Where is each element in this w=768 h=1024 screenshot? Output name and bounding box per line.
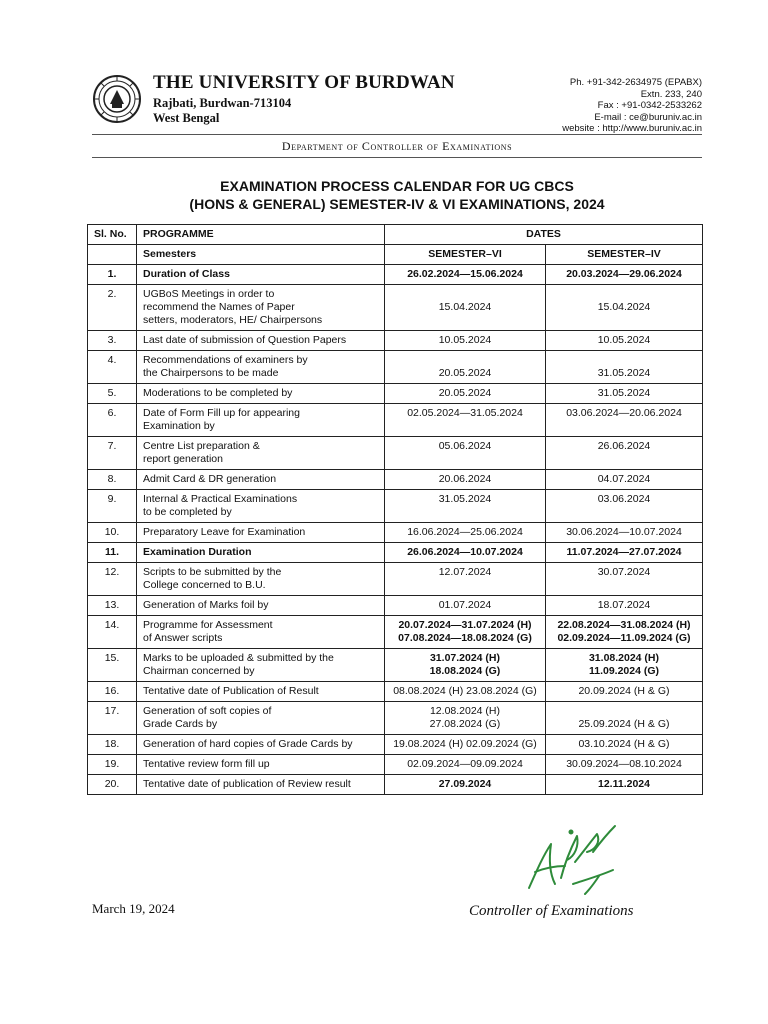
cell-programme-line: to be completed by (143, 506, 232, 518)
university-seal-icon (92, 74, 142, 124)
cell-semester-vi-line: 16.06.2024—25.06.2024 (407, 526, 523, 538)
cell-semester-iv (546, 702, 703, 735)
address-line-2: West Bengal (153, 111, 220, 125)
table-row (88, 470, 703, 490)
cell-programme-line: Moderations to be completed by (143, 387, 293, 399)
cell-semester-iv-line: 04.07.2024 (597, 473, 651, 485)
contact-block (562, 77, 702, 135)
cell-semester-vi-line: 20.05.2024 (438, 367, 492, 379)
cell-slno: 10. (88, 523, 137, 543)
cell-semester-iv-line: 12.11.2024 (598, 778, 650, 790)
cell-programme (137, 490, 385, 523)
cell-programme-line: Examination by (143, 420, 215, 432)
table-row (88, 755, 703, 775)
cell-semester-iv (546, 596, 703, 616)
cell-slno: 20. (88, 775, 137, 795)
cell-slno: 16. (88, 682, 137, 702)
cell-semester-iv-line: 31.08.2024 (H) (588, 652, 660, 664)
cell-semester-vi (385, 331, 546, 351)
table-row (88, 351, 703, 384)
cell-semester-iv (546, 331, 703, 351)
cell-semester-iv (546, 437, 703, 470)
cell-programme-line: Marks to be uploaded & submitted by the (143, 652, 334, 664)
cell-slno: 7. (88, 437, 137, 470)
cell-semester-iv (546, 404, 703, 437)
cell-semester-vi (385, 470, 546, 490)
cell-semester-vi-line: 02.09.2024—09.09.2024 (407, 758, 523, 770)
cell-programme-line: Duration of Class (143, 268, 230, 280)
cell-semester-iv-line: 22.08.2024—31.08.2024 (H) (557, 619, 691, 631)
cell-programme (137, 616, 385, 649)
cell-semester-iv (546, 523, 703, 543)
semester-iv-header: SEMESTER–IV (546, 245, 703, 265)
cell-semester-vi-line: 31.05.2024 (438, 493, 492, 505)
cell-semester-iv (546, 775, 703, 795)
cell-semester-iv (546, 682, 703, 702)
contact-phone: Ph. +91-342-2634975 (EPABX) (569, 77, 702, 88)
title-line-2: (HONS & GENERAL) SEMESTER-IV & VI EXAMINATIONS, 2024 (189, 196, 605, 212)
cell-slno: 8. (88, 470, 137, 490)
cell-programme-line: Tentative date of Publication of Result (143, 685, 319, 697)
cell-programme-line: Examination Duration (143, 546, 252, 558)
cell-slno: 3. (88, 331, 137, 351)
cell-semester-vi (385, 437, 546, 470)
cell-semester-iv-line: 10.05.2024 (597, 334, 651, 346)
cell-semester-vi (385, 563, 546, 596)
semester-vi-header: SEMESTER–VI (385, 245, 546, 265)
table-row (88, 702, 703, 735)
table-row (88, 616, 703, 649)
cell-slno: 15. (88, 649, 137, 682)
cell-semester-vi (385, 735, 546, 755)
cell-slno: 17. (88, 702, 137, 735)
header-dates: DATES (385, 225, 703, 245)
cell-semester-iv-line: 30.09.2024—08.10.2024 (566, 758, 682, 770)
cell-slno: 4. (88, 351, 137, 384)
cell-semester-iv-line: 26.06.2024 (597, 440, 651, 452)
cell-slno: 13. (88, 596, 137, 616)
cell-semester-vi-line: 20.06.2024 (438, 473, 492, 485)
cell-semester-vi (385, 596, 546, 616)
cell-semester-iv (546, 543, 703, 563)
cell-slno: 9. (88, 490, 137, 523)
cell-semester-vi-line: 27.09.2024 (438, 778, 492, 790)
cell-programme (137, 775, 385, 795)
cell-semester-vi-line: 01.07.2024 (438, 599, 492, 611)
cell-programme-line: Scripts to be submitted by the (143, 566, 282, 578)
cell-semester-iv (546, 351, 703, 384)
cell-semester-vi (385, 682, 546, 702)
cell-semester-iv-line: 03.06.2024 (597, 493, 651, 505)
cell-semester-iv-line: 20.09.2024 (H & G) (578, 685, 670, 697)
cell-programme (137, 285, 385, 331)
cell-programme (137, 437, 385, 470)
cell-programme (137, 702, 385, 735)
semester-header-row (88, 245, 703, 265)
cell-programme-line: Generation of Marks foil by (143, 599, 269, 611)
signatory-designation: Controller of Examinations (469, 903, 634, 919)
cell-slno: 6. (88, 404, 137, 437)
cell-semester-vi (385, 755, 546, 775)
cell-semester-iv-line: 11.07.2024—27.07.2024 (566, 546, 682, 558)
cell-programme-line: setters, moderators, HE/ Chairpersons (143, 314, 323, 326)
cell-programme (137, 755, 385, 775)
issue-date: March 19, 2024 (92, 901, 175, 916)
table-row (88, 563, 703, 596)
cell-programme (137, 563, 385, 596)
cell-semester-iv-line: 30.06.2024—10.07.2024 (566, 526, 682, 538)
cell-semester-iv (546, 265, 703, 285)
cell-semester-vi (385, 616, 546, 649)
cell-semester-vi (385, 649, 546, 682)
cell-programme-line: Internal & Practical Examinations (143, 493, 298, 505)
cell-programme-line: Generation of soft copies of (143, 705, 272, 717)
table-row (88, 490, 703, 523)
cell-programme-line: report generation (143, 453, 223, 465)
cell-programme-line: Admit Card & DR generation (143, 473, 277, 485)
cell-programme-line: College concerned to B.U. (143, 579, 266, 591)
cell-semester-vi-line: 27.08.2024 (G) (429, 718, 501, 730)
header-slno: Sl. No. (88, 225, 137, 245)
table-row (88, 649, 703, 682)
cell-slno: 2. (88, 285, 137, 331)
cell-semester-vi (385, 543, 546, 563)
cell-programme (137, 649, 385, 682)
cell-semester-iv-line: 31.05.2024 (597, 367, 651, 379)
cell-semester-iv-line: 11.09.2024 (G) (588, 665, 660, 677)
cell-semester-vi-line: 31.07.2024 (H) (429, 652, 501, 664)
cell-slno: 19. (88, 755, 137, 775)
calendar-table (87, 224, 703, 795)
cell-programme-line: of Answer scripts (143, 632, 223, 644)
cell-programme-line: Centre List preparation & (143, 440, 260, 452)
cell-semester-vi-line: 02.05.2024—31.05.2024 (407, 407, 523, 419)
cell-programme-line: the Chairpersons to be made (143, 367, 279, 379)
cell-slno: 14. (88, 616, 137, 649)
header-divider-top (92, 134, 702, 135)
cell-semester-iv (546, 563, 703, 596)
cell-semester-iv (546, 755, 703, 775)
cell-programme (137, 404, 385, 437)
cell-programme-line: Chairman concerned by (143, 665, 255, 677)
cell-semester-vi-line: 26.06.2024—10.07.2024 (407, 546, 523, 558)
signature (515, 822, 625, 902)
cell-programme-line: UGBoS Meetings in order to (143, 288, 275, 300)
cell-semester-vi (385, 404, 546, 437)
cell-programme (137, 596, 385, 616)
contact-email[interactable]: E-mail : ce@buruniv.ac.in (594, 111, 702, 123)
cell-programme (137, 543, 385, 563)
table-row (88, 265, 703, 285)
semester-header-blank (88, 245, 137, 265)
cell-programme (137, 384, 385, 404)
cell-semester-vi-line: 19.08.2024 (H) 02.09.2024 (G) (393, 738, 537, 750)
cell-programme (137, 682, 385, 702)
cell-semester-vi-line: 05.06.2024 (438, 440, 492, 452)
cell-programme (137, 470, 385, 490)
cell-semester-iv-line: 15.04.2024 (597, 301, 651, 313)
cell-semester-iv (546, 285, 703, 331)
cell-programme-line: Date of Form Fill up for appearing (143, 407, 300, 419)
table-row (88, 596, 703, 616)
cell-semester-iv-line: 03.10.2024 (H & G) (578, 738, 670, 750)
cell-semester-iv-line: 03.06.2024—20.06.2024 (566, 407, 682, 419)
cell-semester-vi-line: 10.05.2024 (438, 334, 492, 346)
cell-programme-line: Programme for Assessment (143, 619, 273, 631)
cell-semester-iv-line: 20.03.2024—29.06.2024 (566, 268, 682, 280)
header-divider-bottom (92, 157, 702, 158)
cell-semester-vi-line: 20.05.2024 (438, 387, 492, 399)
cell-semester-iv (546, 384, 703, 404)
cell-programme-line: recommend the Names of Paper (143, 301, 295, 313)
cell-semester-vi (385, 384, 546, 404)
cell-programme-line: Tentative date of publication of Review result (143, 778, 351, 790)
cell-semester-vi-line: 26.02.2024—15.06.2024 (407, 268, 523, 280)
letterhead (0, 0, 768, 160)
cell-programme (137, 523, 385, 543)
table-row (88, 331, 703, 351)
table-row (88, 404, 703, 437)
cell-programme (137, 735, 385, 755)
cell-programme (137, 351, 385, 384)
department-name: Department of Controller of Examinations (281, 139, 513, 153)
cell-programme-line: Generation of hard copies of Grade Cards by (143, 738, 353, 750)
cell-semester-iv (546, 649, 703, 682)
table-row (88, 735, 703, 755)
cell-semester-vi (385, 490, 546, 523)
cell-semester-vi-line: 20.07.2024—31.07.2024 (H) (398, 619, 532, 631)
cell-programme-line: Tentative review form fill up (143, 758, 270, 770)
cell-semester-vi (385, 775, 546, 795)
cell-semester-iv-line: 30.07.2024 (597, 566, 651, 578)
contact-website[interactable]: website : http://www.buruniv.ac.in (562, 123, 702, 134)
cell-slno: 5. (88, 384, 137, 404)
cell-semester-iv (546, 735, 703, 755)
cell-slno: 1. (88, 265, 137, 285)
cell-semester-vi (385, 265, 546, 285)
cell-programme-line: Last date of submission of Question Papers (143, 334, 347, 346)
cell-semester-vi (385, 351, 546, 384)
contact-extension: Extn. 233, 240 (640, 88, 702, 100)
cell-programme-line: Grade Cards by (143, 718, 218, 730)
cell-semester-iv-line: 25.09.2024 (H & G) (578, 718, 670, 730)
table-row (88, 543, 703, 563)
semesters-label: Semesters (137, 245, 385, 265)
table-row (88, 285, 703, 331)
contact-fax: Fax : +91-0342-2533262 (597, 100, 702, 111)
cell-semester-vi (385, 523, 546, 543)
cell-semester-iv (546, 470, 703, 490)
cell-slno: 12. (88, 563, 137, 596)
cell-semester-iv-line: 18.07.2024 (597, 599, 651, 611)
table-header-row (88, 225, 703, 245)
cell-semester-vi-line: 07.08.2024—18.08.2024 (G) (398, 632, 532, 644)
document-title (92, 177, 702, 213)
cell-slno: 11. (88, 543, 137, 563)
cell-semester-vi (385, 702, 546, 735)
cell-semester-iv (546, 490, 703, 523)
title-line-1: EXAMINATION PROCESS CALENDAR FOR UG CBCS (220, 178, 574, 194)
cell-semester-iv (546, 616, 703, 649)
cell-programme-line: Recommendations of examiners by (143, 354, 308, 366)
header-programme: PROGRAMME (137, 225, 385, 245)
cell-semester-vi-line: 08.08.2024 (H) 23.08.2024 (G) (393, 685, 537, 697)
cell-semester-vi (385, 285, 546, 331)
table-row (88, 437, 703, 470)
cell-programme-line: Preparatory Leave for Examination (143, 526, 306, 538)
table-row (88, 775, 703, 795)
cell-programme (137, 331, 385, 351)
cell-programme (137, 265, 385, 285)
cell-slno: 18. (88, 735, 137, 755)
cell-semester-iv-line: 02.09.2024—11.09.2024 (G) (557, 632, 691, 644)
cell-semester-iv-line: 31.05.2024 (597, 387, 651, 399)
table-row (88, 682, 703, 702)
cell-semester-vi-line: 15.04.2024 (438, 301, 492, 313)
table-row (88, 384, 703, 404)
cell-semester-vi-line: 12.08.2024 (H) (429, 705, 501, 717)
university-name: THE UNIVERSITY OF BURDWAN (153, 72, 455, 93)
cell-semester-vi-line: 18.08.2024 (G) (429, 665, 501, 677)
address-line-1: Rajbati, Burdwan-713104 (153, 96, 292, 110)
table-row (88, 523, 703, 543)
cell-semester-vi-line: 12.07.2024 (438, 566, 492, 578)
